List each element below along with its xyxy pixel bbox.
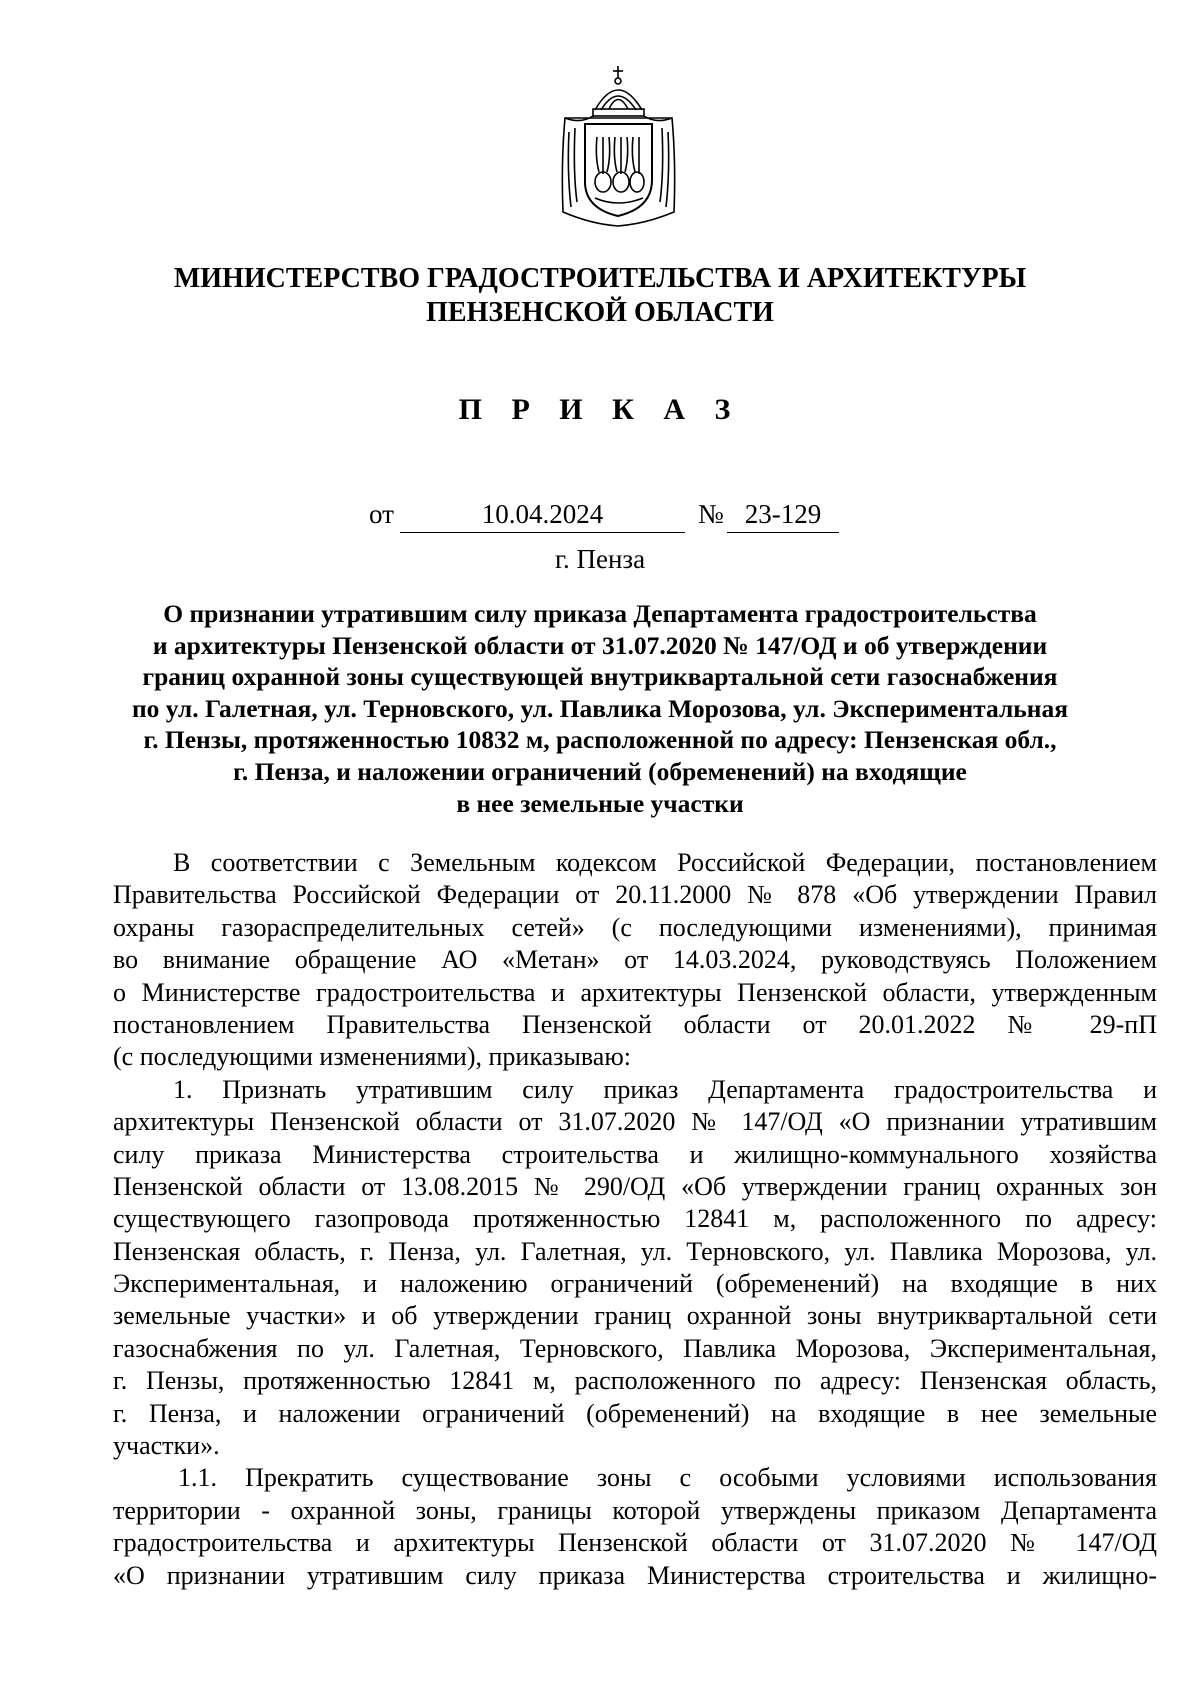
subject-line: и архитектуры Пензенской области от 31.07.2020 № 147/ОД и об утверждении	[152, 630, 1048, 660]
order-title: П Р И К А З	[458, 393, 742, 426]
ministry-name-line1: МИНИСТЕРСТВО ГРАДОСТРОИТЕЛЬСТВА И АРХИТЕКТУРЫ	[173, 263, 1027, 294]
order-date: 10.04.2024	[400, 496, 685, 533]
coat-of-arms-emblem	[551, 62, 686, 232]
subject-line: в нее земельные участки	[456, 788, 744, 818]
subject-line: г. Пензы, протяженностью 10832 м, расположенной по адресу: Пензенская обл.,	[143, 725, 1057, 755]
item1-line: архитектуры Пензенской области от 31.07.2020 № 147/ОД «О признании утратившим	[113, 1107, 1157, 1137]
item1-line: существующего газопровода протяженностью 12841 м, расположенного по адресу:	[113, 1204, 1157, 1234]
order-body	[113, 847, 1157, 1592]
item1-line: участки».	[113, 1431, 220, 1461]
item1-1-line: территории - охранной зоны, границы которой утверждены приказом Департамента	[113, 1495, 1157, 1525]
body-line: (с последующими изменениями), приказываю:	[113, 1042, 631, 1072]
item1-line: Экспериментальная, и наложению ограничений (обременений) на входящие в них	[113, 1269, 1157, 1299]
order-subject	[0, 598, 1200, 819]
body-line: В соответствии с Земельным кодексом Российской Федерации, постановлением	[173, 848, 1157, 877]
item1-1-line: градостроительства и архитектуры Пензенской области от 31.07.2020 № 147/ОД	[113, 1528, 1157, 1558]
item1-line: 1. Признать утратившим силу приказ Департамента градостроительства и	[173, 1074, 1157, 1104]
subject-line: границ охранной зоны существующей внутриквартальной сети газоснабжения	[142, 662, 1058, 692]
subject-line: по ул. Галетная, ул. Терновского, ул. Павлика Морозова, ул. Экспериментальная	[131, 693, 1069, 723]
item1-line: г. Пенза, и наложении ограничений (обременений) на входящие в нее земельные	[113, 1398, 1157, 1428]
subject-line: О признании утратившим силу приказа Департамента градостроительства	[163, 599, 1037, 628]
item1-line: Пензенская область, г. Пенза, ул. Галетная, ул. Терновского, ул. Павлика Морозова, ул.	[113, 1236, 1157, 1266]
date-prefix: от	[369, 499, 394, 529]
order-number: 23-129	[727, 496, 839, 533]
order-city: г. Пенза	[554, 544, 646, 574]
ministry-name-line2: ПЕНЗЕНСКОЙ ОБЛАСТИ	[426, 297, 774, 328]
item1-line: газоснабжения по ул. Галетная, Терновского, Павлика Морозова, Экспериментальная,	[113, 1333, 1157, 1363]
item1-line: земельные участки» и об утверждении границ охранной зоны внутриквартальной сети	[113, 1301, 1157, 1331]
item1-line: г. Пензы, протяженностью 12841 м, расположенного по адресу: Пензенская область,	[113, 1366, 1157, 1396]
body-line: во внимание обращение АО «Метан» от 14.03.2024, руководствуясь Положением	[113, 945, 1157, 975]
body-line: о Министерстве градостроительства и архитектуры Пензенской области, утвержденным	[113, 977, 1157, 1007]
body-line: постановлением Правительства Пензенской области от 20.01.2022 № 29-пП	[113, 1009, 1157, 1039]
subject-line: г. Пенза, и наложении ограничений (обременений) на входящие	[233, 756, 967, 786]
body-line: Правительства Российской Федерации от 20.11.2000 № 878 «Об утверждении Правил	[113, 880, 1157, 910]
item1-1-line: 1.1. Прекратить существование зоны с особыми условиями использования	[178, 1463, 1157, 1493]
number-sign: №	[698, 499, 724, 529]
item1-line: силу приказа Министерства строительства и жилищно-коммунального хозяйства	[113, 1139, 1157, 1169]
item1-1-line: «О признании утратившим силу приказа Министерства строительства и жилищно-	[113, 1560, 1157, 1590]
body-line: охраны газораспределительных сетей» (с последующими изменениями), принимая	[113, 912, 1157, 942]
item1-line: Пензенской области от 13.08.2015 № 290/ОД «Об утверждении границ охранных зон	[113, 1171, 1157, 1201]
